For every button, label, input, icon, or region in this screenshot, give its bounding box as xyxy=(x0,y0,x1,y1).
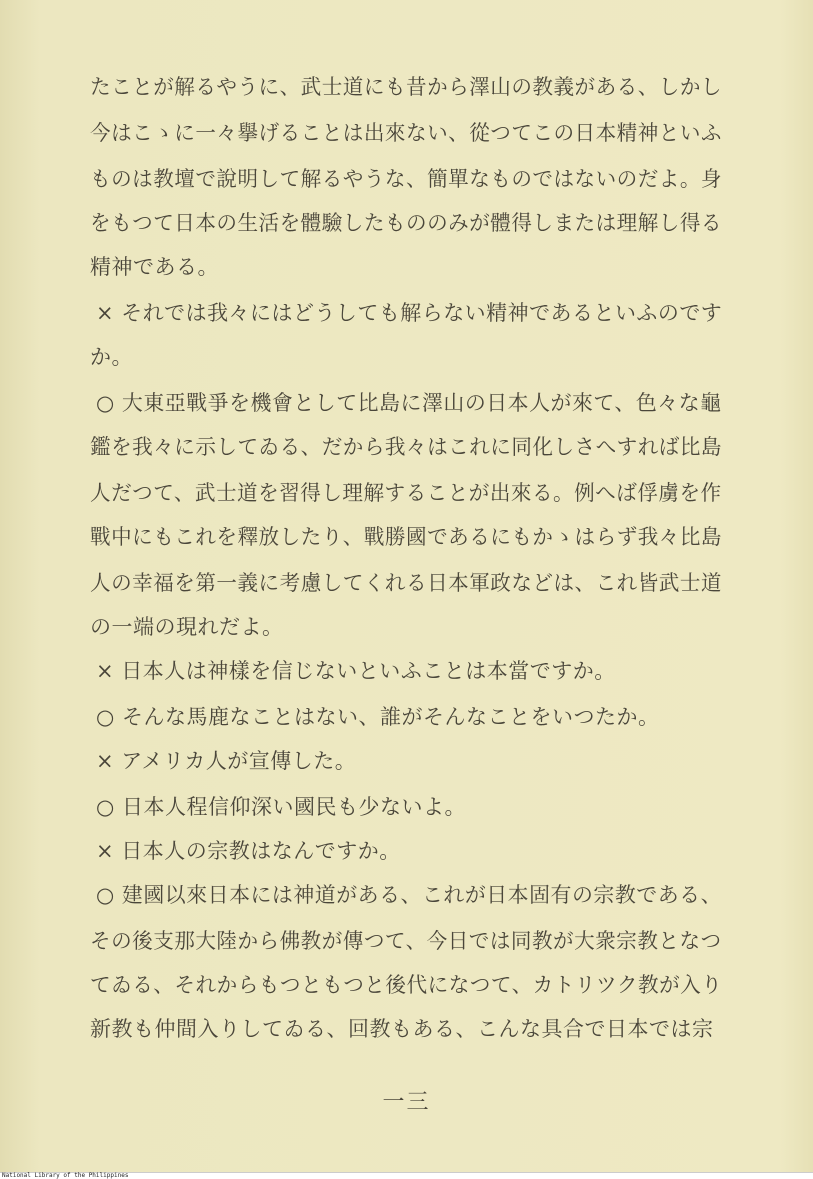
text-line: 人の幸福を第一義に考慮してくれる日本軍政などは、これ皆武士道 xyxy=(90,571,722,595)
text-line: 今はこゝに一々擧げることは出來ない、從つてこの日本精神といふ xyxy=(90,121,722,145)
text-line: × アメリカ人が宣傳した。 xyxy=(96,749,357,773)
text-line: その後支那大陸から佛教が傳つて、今日では同教が大衆宗教となつ xyxy=(90,929,722,953)
text-line: ○ 建國以來日本には神道がある、これが日本固有の宗教である、 xyxy=(96,883,722,907)
text-line: 鑑を我々に示してゐる、だから我々はこれに同化しさへすれば比島 xyxy=(90,435,722,459)
text-line: 新教も仲間入りしてゐる、回教もある、こんな具合で日本では宗 xyxy=(90,1017,714,1041)
text-line: ものは教壇で說明して解るやうな、簡單なものではないのだよ。身 xyxy=(90,167,722,191)
text-line: ○ そんな馬鹿なことはない、誰がそんなことをいつたか。 xyxy=(96,705,660,729)
text-line: × 日本人の宗教はなんですか。 xyxy=(96,839,401,863)
text-line: × それでは我々にはどうしても解らない精神であるといふのです xyxy=(96,301,723,325)
text-line: 戰中にもこれを釋放したり、戰勝國であるにもかゝはらず我々比島 xyxy=(90,525,722,549)
text-line: × 日本人は神樣を信じないといふことは本當ですか。 xyxy=(96,659,616,683)
page-number: 一三 xyxy=(382,1090,431,1115)
text-line: の一端の現れだよ。 xyxy=(90,615,284,639)
text-line: 精神である。 xyxy=(90,255,219,279)
text-line: か。 xyxy=(90,345,133,369)
footer-credit: National Library of the Philippines xyxy=(2,1172,129,1179)
text-line: をもつて日本の生活を體驗したもののみが體得しまたは理解し得る xyxy=(90,211,722,235)
text-line: てゐる、それからもつともつと後代になつて、カトリツク教が入り xyxy=(90,973,723,997)
text-line: たことが解るやうに、武士道にも昔から澤山の教義がある、しかし xyxy=(90,75,722,99)
text-line: ○ 大東亞戰爭を機會として比島に澤山の日本人が來て、色々な龜 xyxy=(96,391,722,415)
text-line: ○ 日本人程信仰深い國民も少ないよ。 xyxy=(96,795,466,819)
text-line: 人だつて、武士道を習得し理解することが出來る。例へば俘虜を作 xyxy=(90,481,722,505)
